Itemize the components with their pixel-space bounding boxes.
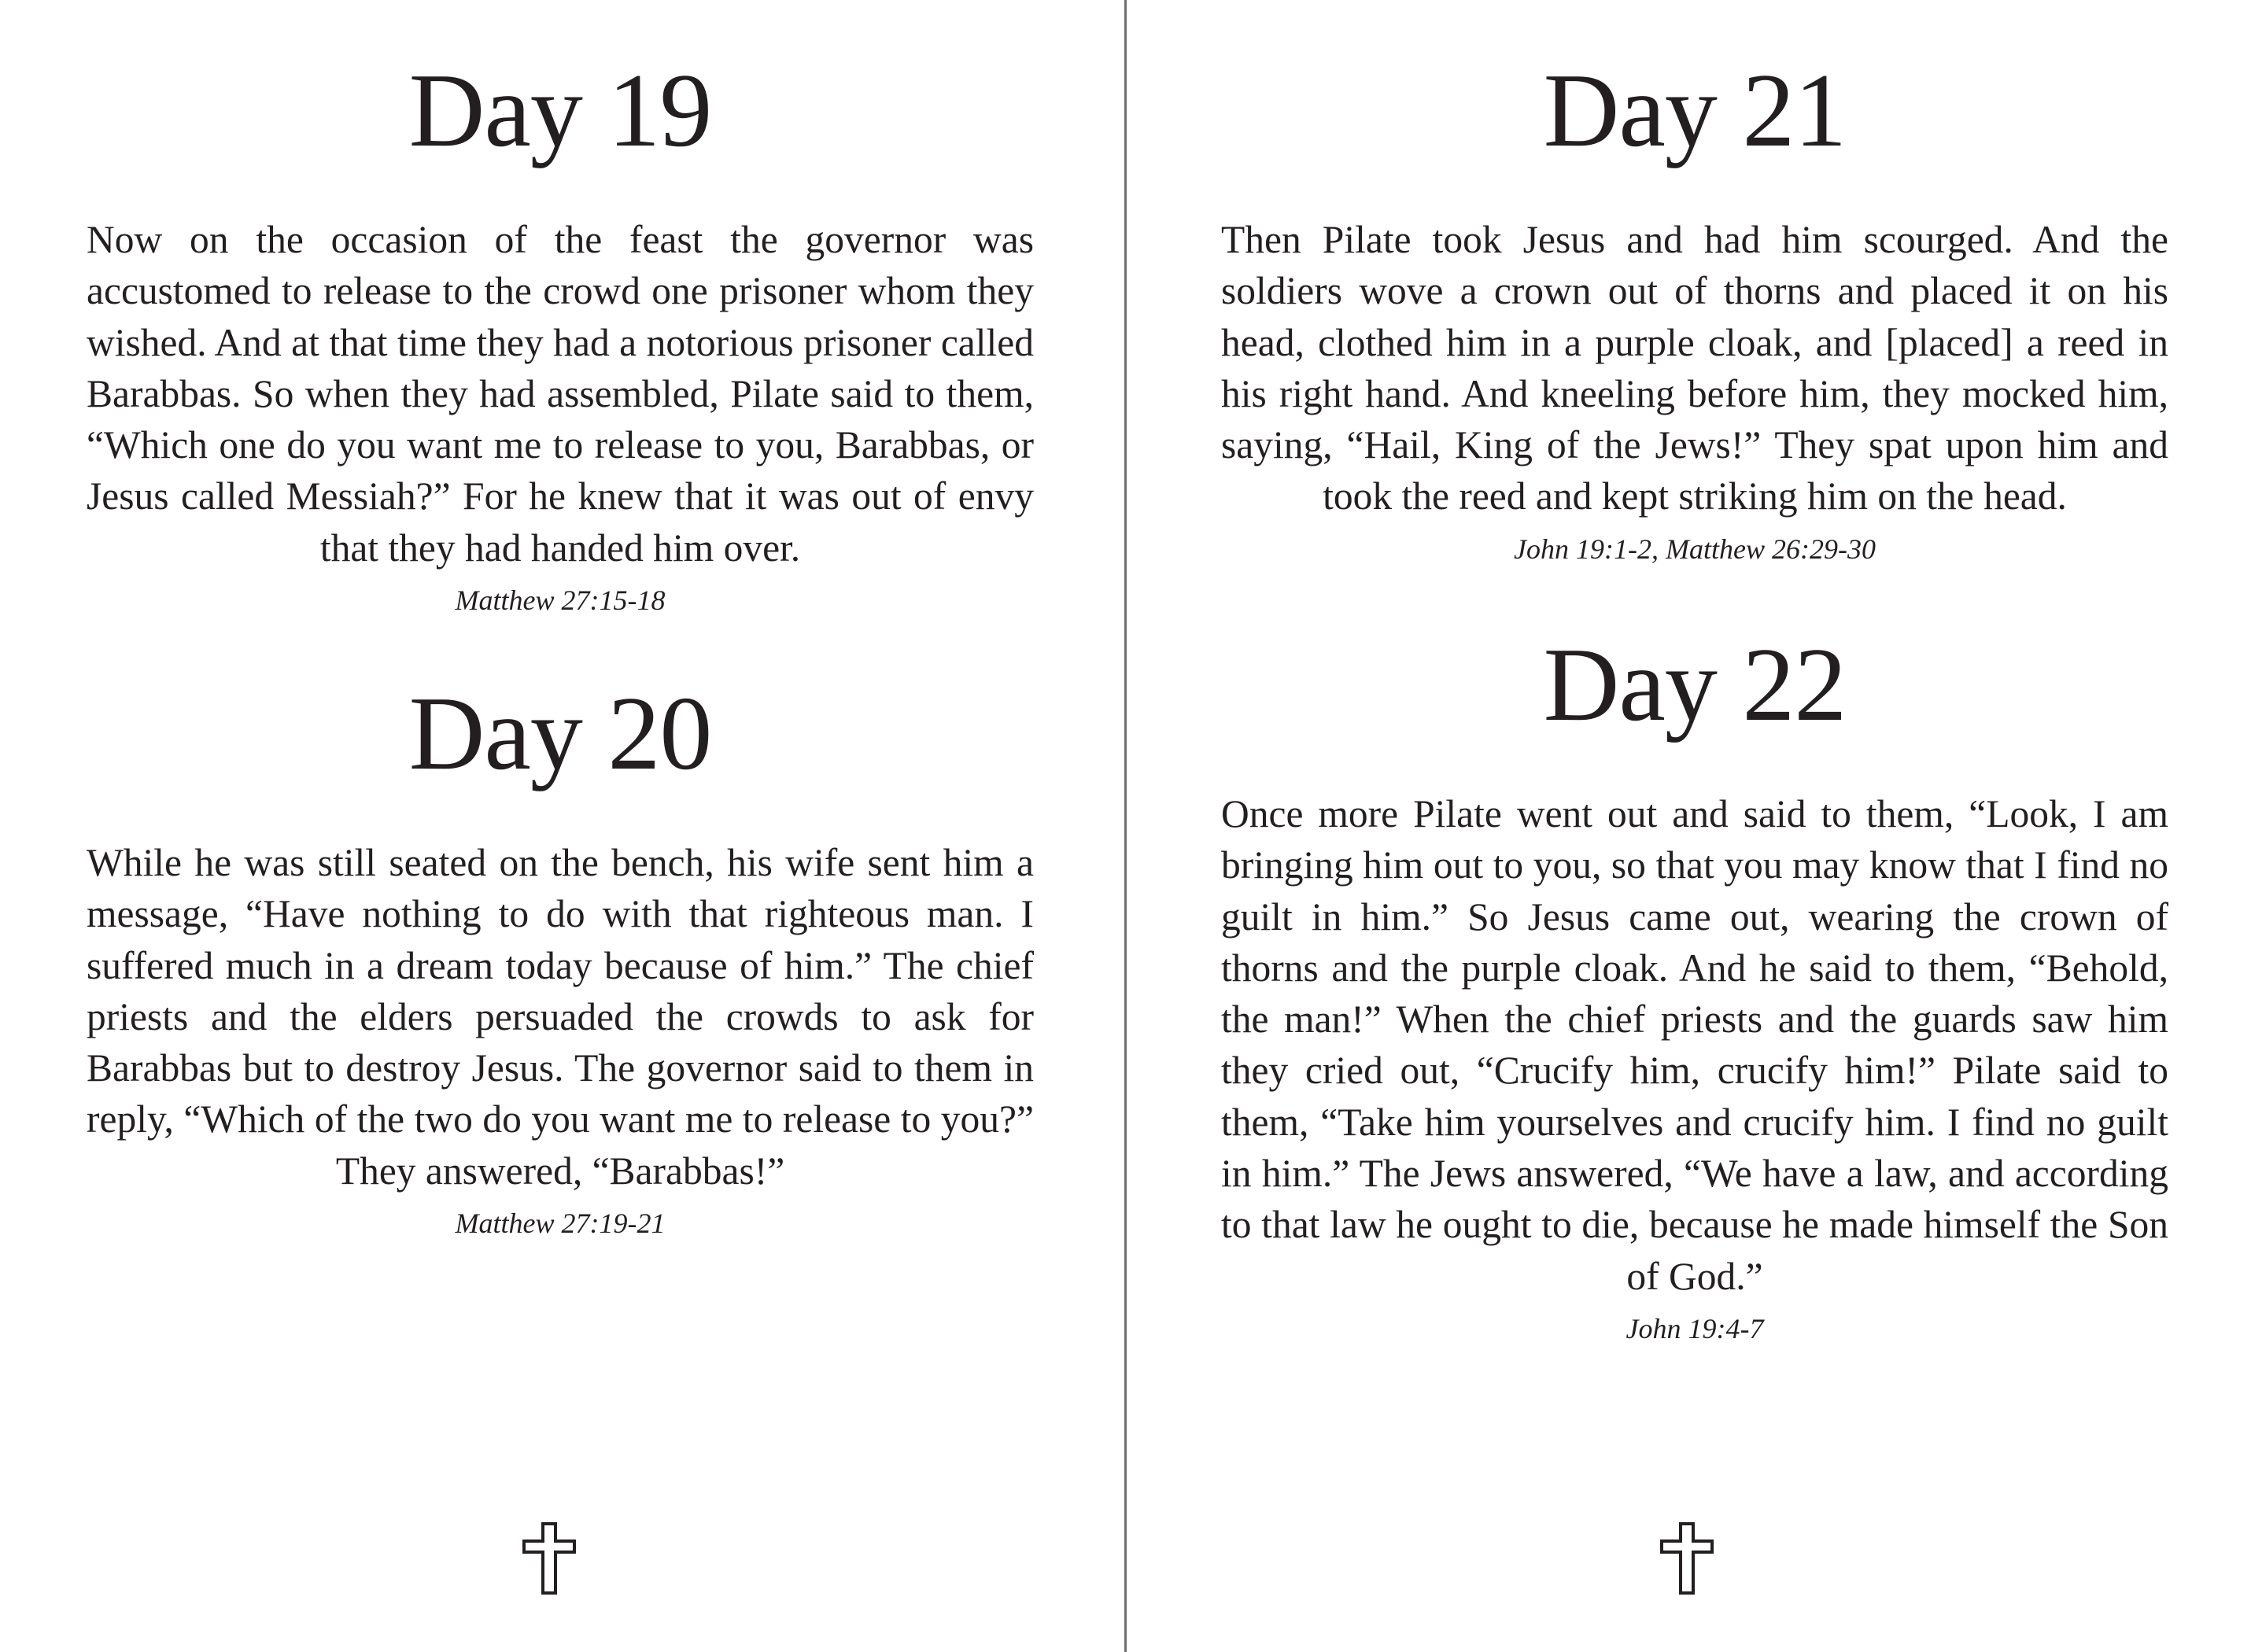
scripture-reference: John 19:1-2, Matthew 26:29-30 [1514,533,1876,565]
entry-title: Day 19 [408,52,712,168]
left-page [0,0,1125,1652]
entry-title: Day 22 [1543,626,1847,743]
scripture-reference: Matthew 27:19-21 [455,1208,666,1240]
entry-title: Day 21 [1543,52,1847,168]
cross-icon [522,1522,577,1595]
entry-day-20 [87,675,1034,1244]
entry-body: While he was still seated on the bench, his wife sent him a message, “Have nothing to do with that righteous man. I suffered much in a dream today because of him.” The chief priests and the elders persuaded the crowds to ask for Barabbas but to destroy Jesus. The governor said to them in reply, “Which of the two do you want me to release to you?” They answered, “Barabbas!” [87,841,1034,1193]
entry-title: Day 20 [408,675,712,791]
entry-body: Then Pilate took Jesus and had him scourged. And the soldiers wove a crown out of thorns and placed it on his head, clothed him in a purple cloak, and [placed] a reed in his right hand. And kneeling before him, they mocked him, saying, “Hail, King of the Jews!” They spat upon him and took the reed and kept striking him on the head. [1221,218,2168,518]
entry-body: Now on the occasion of the feast the governor was accustomed to release to the crowd one prisoner whom they wished. And at that time they had a notorious prisoner called Barabbas. So when they had assembled, Pilate said to them, “Which one do you want me to release to you, Barabbas, or Jesus called Messiah?” For he knew that it was out of envy that they had handed him over. [87,218,1034,570]
scripture-reference: John 19:4-7 [1626,1312,1764,1344]
entry-body: Once more Pilate went out and said to them, “Look, I am bringing him out to you, so that you may know that I find no guilt in him.” So Jesus came out, wearing the crown of thorns and the purple cloak. And he said to them, “Behold, the man!” When the chief priests and the guards saw him they cried out, “Crucify him, crucify him!” Pilate said to them, “Take him yourselves and crucify him. I find no guilt in him.” The Jews answered, “We have a law, and according to that law he ought to die, because he made himself the Son of God.” [1221,792,2168,1298]
right-page [1127,0,2251,1652]
cross-icon [1659,1522,1714,1595]
entry-day-21 [1221,52,2168,570]
scripture-reference: Matthew 27:15-18 [455,584,666,617]
entry-day-19 [87,52,1034,621]
entry-day-22 [1221,626,2168,1349]
